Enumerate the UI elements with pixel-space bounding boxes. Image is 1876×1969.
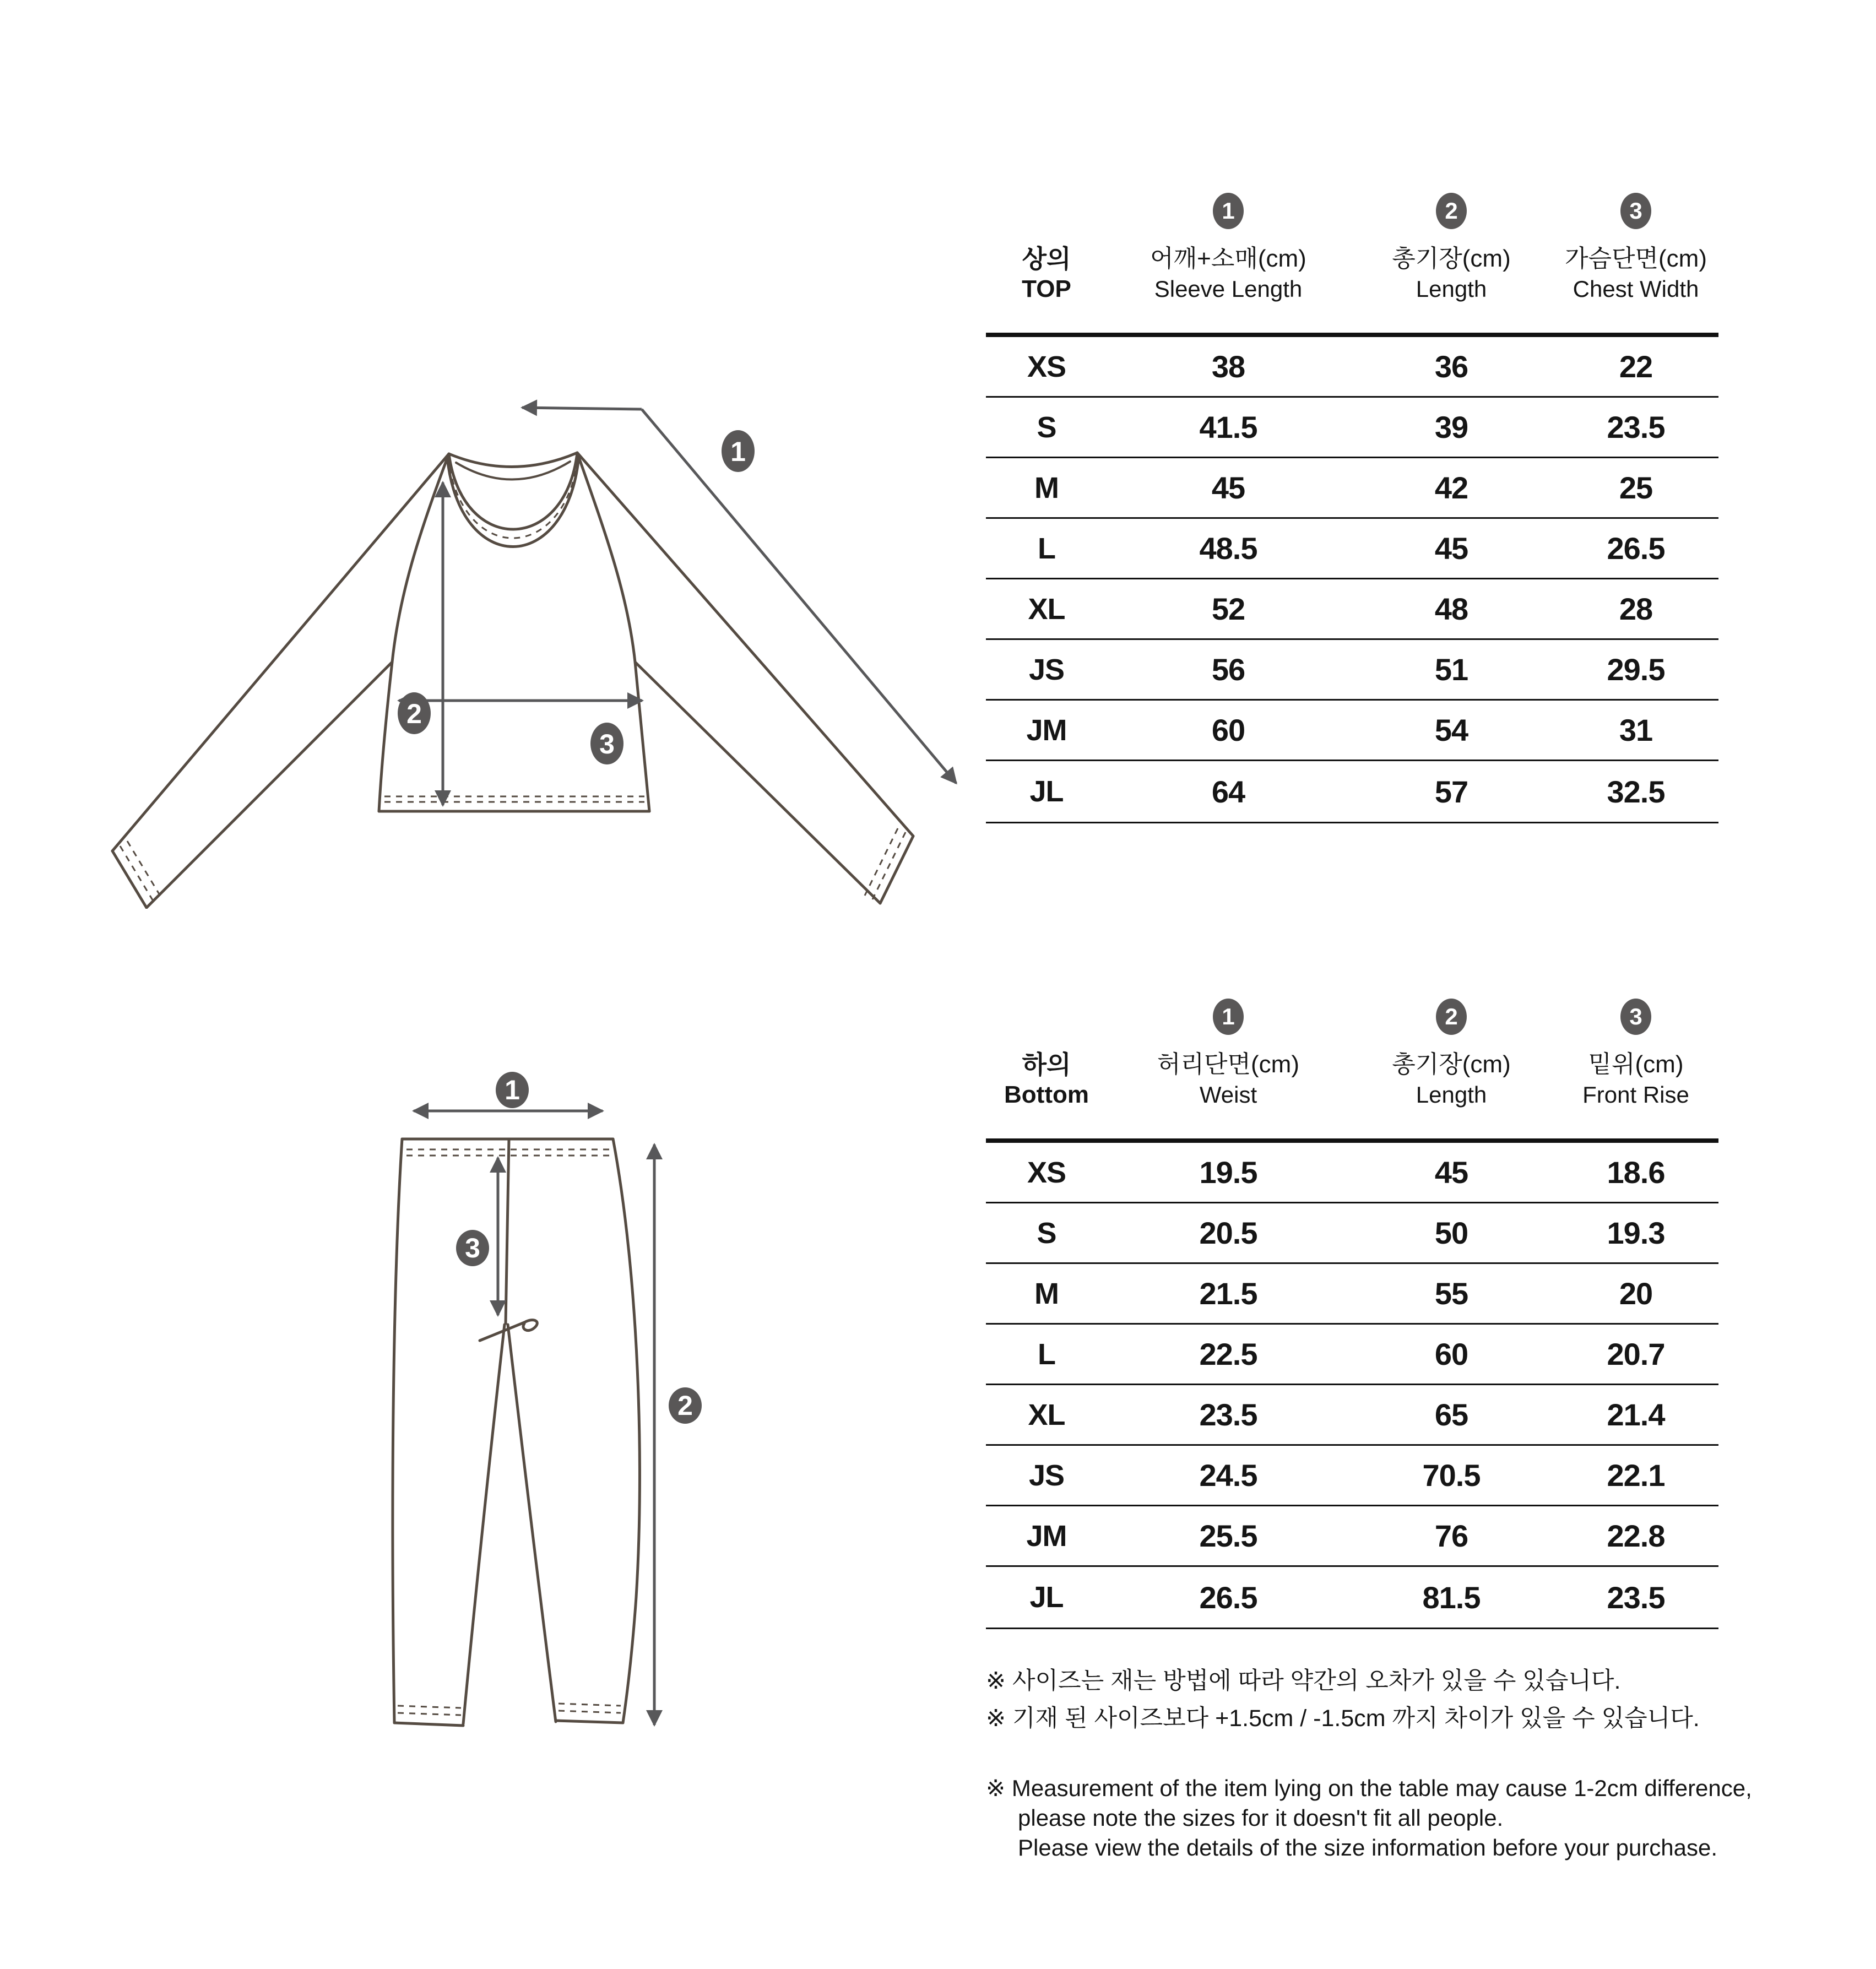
note-en-block xyxy=(986,1773,1867,1863)
category-label-en: Bottom xyxy=(1004,1081,1089,1108)
top-category-cell xyxy=(986,193,1107,304)
svg-text:1: 1 xyxy=(730,436,746,467)
value-cell: 64 xyxy=(1211,774,1245,809)
value-cell: 60 xyxy=(1211,713,1245,747)
bottom-table-header xyxy=(986,999,1718,1138)
table-row xyxy=(986,519,1718,579)
value-cell: 21.4 xyxy=(1607,1397,1665,1432)
shirt-line-art xyxy=(112,453,913,908)
table-row xyxy=(986,1446,1718,1506)
bottom-table-rows xyxy=(986,1138,1718,1629)
value-cell: 51 xyxy=(1434,652,1468,687)
value-cell: 22.5 xyxy=(1199,1337,1257,1371)
size-cell: JM xyxy=(1026,1519,1067,1553)
note-ko-2: ※ 기재 된 사이즈보다 +1.5cm / -1.5cm 까지 차이가 있을 수 있습니다. xyxy=(986,1705,1700,1732)
column-marker-2-icon: 2 xyxy=(1436,999,1467,1035)
size-cell: XL xyxy=(1028,592,1065,626)
column-marker-2-icon: 2 xyxy=(1436,193,1467,229)
value-cell: 70.5 xyxy=(1422,1458,1481,1493)
right-leg-cuff-stitch xyxy=(559,1704,621,1706)
sleeve-length-arrow xyxy=(522,408,642,409)
value-cell: 81.5 xyxy=(1422,1580,1481,1615)
shirt-marker-1 xyxy=(722,430,755,472)
value-cell: 20.5 xyxy=(1199,1216,1257,1250)
top-table-header xyxy=(986,193,1718,333)
value-cell: 52 xyxy=(1211,592,1245,626)
column-label-en: Weist xyxy=(1199,1082,1257,1108)
note-en-line-3: Please view the details of the size information before your purchase. xyxy=(1018,1835,1718,1860)
bottom-column-front-rise xyxy=(1553,999,1718,1110)
svg-text:1: 1 xyxy=(505,1075,520,1105)
value-cell: 23.5 xyxy=(1199,1397,1257,1432)
left-leg-cuff-stitch xyxy=(398,1706,461,1708)
value-cell: 20.7 xyxy=(1607,1337,1665,1371)
value-cell: 48 xyxy=(1434,592,1468,626)
value-cell: 23.5 xyxy=(1607,1580,1665,1615)
pants-marker-2 xyxy=(669,1387,702,1424)
table-row xyxy=(986,1567,1718,1628)
column-label-en: Length xyxy=(1416,276,1487,302)
column-marker-1-icon: 1 xyxy=(1213,999,1244,1035)
left-leg-inner xyxy=(463,1325,505,1724)
value-cell: 39 xyxy=(1434,410,1468,444)
shirt-marker-3 xyxy=(590,723,623,764)
value-cell: 21.5 xyxy=(1199,1276,1257,1311)
category-label-ko: 상의 xyxy=(1022,245,1071,273)
right-cuff-stitch xyxy=(872,832,906,899)
bottom-column-length xyxy=(1349,999,1553,1110)
bottom-category-cell xyxy=(986,999,1107,1110)
value-cell: 23.5 xyxy=(1607,410,1665,444)
column-label-en: Sleeve Length xyxy=(1154,276,1303,302)
bottom-column-waist xyxy=(1107,999,1349,1110)
top-column-chest-width xyxy=(1553,193,1718,304)
value-cell: 76 xyxy=(1434,1518,1468,1553)
value-cell: 32.5 xyxy=(1607,774,1665,809)
top-column-length xyxy=(1349,193,1553,304)
value-cell: 29.5 xyxy=(1607,652,1665,687)
value-cell: 24.5 xyxy=(1199,1458,1257,1493)
size-cell: XS xyxy=(1027,350,1066,383)
value-cell: 25.5 xyxy=(1199,1518,1257,1553)
value-cell: 22 xyxy=(1619,349,1653,384)
note-en-line-1: ※ Measurement of the item lying on the table may cause 1-2cm difference, xyxy=(986,1775,1752,1801)
category-label-ko: 하의 xyxy=(1022,1050,1071,1079)
size-cell: S xyxy=(1037,1216,1056,1250)
value-cell: 19.3 xyxy=(1607,1216,1665,1250)
table-row xyxy=(986,1325,1718,1385)
table-row xyxy=(986,458,1718,519)
bottom-size-table xyxy=(986,999,1718,1629)
value-cell: 26.5 xyxy=(1199,1580,1257,1615)
value-cell: 60 xyxy=(1434,1337,1468,1371)
value-cell: 45 xyxy=(1434,531,1468,566)
size-cell: XS xyxy=(1027,1156,1066,1189)
column-label-ko: 허리단면(cm) xyxy=(1157,1051,1299,1078)
size-notes xyxy=(986,1662,1867,1863)
left-leg-outer xyxy=(393,1139,402,1723)
size-cell: JL xyxy=(1029,775,1064,808)
value-cell: 41.5 xyxy=(1199,410,1257,444)
size-cell: M xyxy=(1034,471,1059,505)
size-cell: M xyxy=(1034,1277,1059,1310)
column-label-ko: 총기장(cm) xyxy=(1392,1051,1511,1078)
value-cell: 22.1 xyxy=(1607,1458,1665,1493)
value-cell: 42 xyxy=(1434,470,1468,505)
value-cell: 38 xyxy=(1211,349,1245,384)
value-cell: 45 xyxy=(1211,470,1245,505)
value-cell: 19.5 xyxy=(1199,1155,1257,1190)
pants-diagram xyxy=(275,1046,826,1762)
column-marker-3-icon: 3 xyxy=(1620,999,1651,1035)
column-label-ko: 총기장(cm) xyxy=(1392,245,1511,272)
table-row xyxy=(986,640,1718,701)
value-cell: 56 xyxy=(1211,652,1245,687)
value-cell: 18.6 xyxy=(1607,1155,1665,1190)
shirt-marker-2 xyxy=(398,692,431,734)
value-cell: 57 xyxy=(1434,774,1468,809)
value-cell: 54 xyxy=(1434,713,1468,747)
svg-text:2: 2 xyxy=(677,1390,693,1421)
table-row xyxy=(986,1143,1718,1203)
value-cell: 48.5 xyxy=(1199,531,1257,566)
size-cell: L xyxy=(1038,531,1055,565)
column-label-ko: 밑위(cm) xyxy=(1588,1051,1684,1078)
category-label-en: TOP xyxy=(1022,275,1071,302)
table-row xyxy=(986,1203,1718,1264)
pants-marker-1 xyxy=(496,1072,529,1108)
table-row xyxy=(986,398,1718,458)
reference-mark: ※ xyxy=(986,1775,1006,1801)
value-cell: 36 xyxy=(1434,349,1468,384)
value-cell: 20 xyxy=(1619,1276,1653,1311)
svg-text:3: 3 xyxy=(599,729,615,760)
note-en-line-2: please note the sizes for it doesn't fit all people. xyxy=(1018,1805,1504,1831)
svg-text:3: 3 xyxy=(465,1233,480,1263)
table-row xyxy=(986,579,1718,640)
size-cell: XL xyxy=(1028,1398,1065,1431)
value-cell: 45 xyxy=(1434,1155,1468,1190)
size-cell: JS xyxy=(1028,1458,1065,1492)
table-row xyxy=(986,1506,1718,1567)
table-row xyxy=(986,1264,1718,1325)
column-label-ko: 가슴단면(cm) xyxy=(1565,245,1707,272)
table-row xyxy=(986,1385,1718,1446)
table-row xyxy=(986,701,1718,761)
svg-text:2: 2 xyxy=(406,698,422,729)
value-cell: 26.5 xyxy=(1607,531,1665,566)
right-leg-inner xyxy=(508,1325,556,1722)
size-cell: L xyxy=(1038,1337,1055,1371)
column-label-en: Length xyxy=(1416,1082,1487,1108)
value-cell: 25 xyxy=(1619,470,1653,505)
shirt-measure-arrows xyxy=(399,408,956,805)
pants-line-art xyxy=(393,1139,640,1726)
column-label-en: Front Rise xyxy=(1582,1082,1689,1108)
value-cell: 55 xyxy=(1434,1276,1468,1311)
pants-marker-3 xyxy=(456,1230,489,1266)
value-cell: 50 xyxy=(1434,1216,1468,1250)
column-marker-3-icon: 3 xyxy=(1620,193,1651,229)
table-row xyxy=(986,337,1718,398)
right-leg-outer xyxy=(613,1139,639,1723)
collar-back xyxy=(449,453,577,467)
value-cell: 22.8 xyxy=(1607,1518,1665,1553)
column-label-en: Chest Width xyxy=(1573,276,1699,302)
top-size-table xyxy=(986,193,1718,823)
top-column-sleeve-length xyxy=(1107,193,1349,304)
size-cell: JM xyxy=(1026,713,1067,747)
note-ko-1: ※ 사이즈는 재는 방법에 따라 약간의 오차가 있을 수 있습니다. xyxy=(986,1668,1621,1694)
shirt-diagram xyxy=(55,275,991,909)
pants-measure-arrows xyxy=(414,1111,654,1725)
column-marker-1-icon: 1 xyxy=(1213,193,1244,229)
size-cell: JL xyxy=(1029,1581,1064,1614)
value-cell: 65 xyxy=(1434,1397,1468,1432)
value-cell: 31 xyxy=(1619,713,1653,747)
table-row xyxy=(986,761,1718,822)
size-cell: JS xyxy=(1028,653,1065,686)
value-cell: 28 xyxy=(1619,592,1653,626)
top-table-rows xyxy=(986,333,1718,823)
size-cell: S xyxy=(1037,410,1056,444)
column-label-ko: 어깨+소매(cm) xyxy=(1150,245,1306,272)
